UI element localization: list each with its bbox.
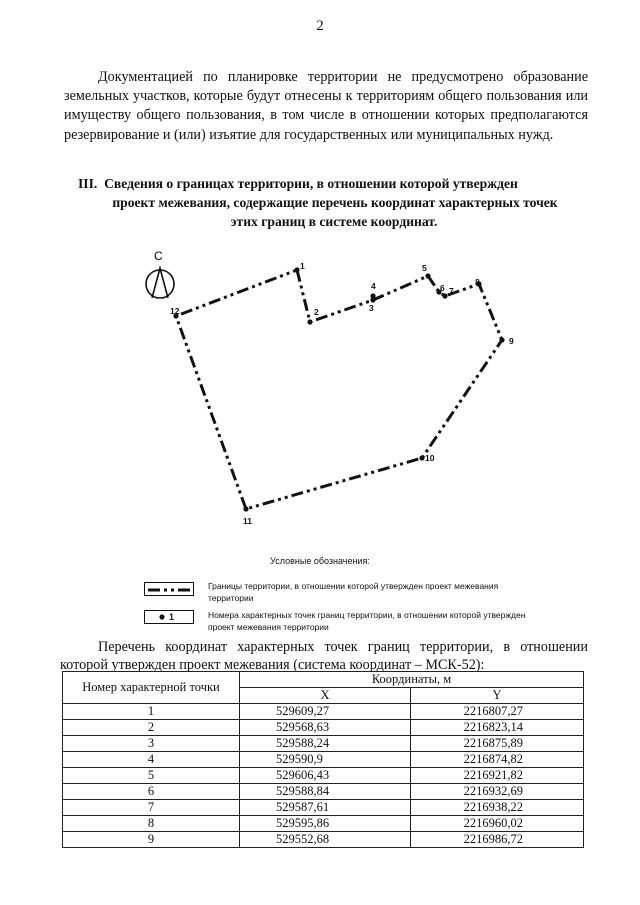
cell-y: 2216938,22 — [411, 800, 584, 816]
cell-y: 2216932,69 — [411, 784, 584, 800]
point-label-12: 12 — [170, 306, 180, 316]
cell-y: 2216874,82 — [411, 752, 584, 768]
vertex-10 — [419, 455, 424, 460]
cell-y: 2216960,02 — [411, 816, 584, 832]
section-title-line-1: Сведения о границах территории, в отношении которой утвержден — [104, 176, 518, 191]
header-point-number: Номер характерной точки — [63, 672, 240, 704]
section-title-line-3: этих границ в системе координат. — [230, 214, 438, 229]
point-label-7: 7 — [449, 286, 454, 296]
territory-boundary — [176, 270, 502, 509]
north-arrow-icon — [146, 268, 174, 298]
cell-x: 529568,63 — [240, 720, 411, 736]
cell-x: 529588,24 — [240, 736, 411, 752]
table-row — [63, 704, 584, 720]
point-label-9: 9 — [509, 336, 514, 346]
legend-title: Условные обозначения: — [270, 556, 370, 566]
header-x: X — [240, 688, 411, 704]
vertex-4 — [370, 293, 375, 298]
header-y: Y — [411, 688, 584, 704]
point-label-4: 4 — [371, 281, 376, 291]
point-label-3: 3 — [369, 303, 374, 313]
boundary-scheme — [0, 240, 640, 540]
boundary-vertices — [173, 267, 504, 511]
cell-x: 529609,27 — [240, 704, 411, 720]
cell-y: 2216986,72 — [411, 832, 584, 848]
vertex-2 — [307, 319, 312, 324]
coordinates-table — [62, 671, 584, 848]
cell-y: 2216875,89 — [411, 736, 584, 752]
vertex-1 — [294, 267, 299, 272]
cell-x: 529552,68 — [240, 832, 411, 848]
cell-point-number: 6 — [63, 784, 240, 800]
section-title-line-2: проект межевания, содержащие перечень координат характерных точек — [112, 195, 558, 210]
cell-y: 2216921,82 — [411, 768, 584, 784]
boundary-line-icon — [145, 584, 193, 596]
cell-point-number: 2 — [63, 720, 240, 736]
vertex-9 — [499, 337, 504, 342]
coordinates-caption-text: Перечень координат характерных точек границ территории, в отношении которой утвержден проект межевания (система координат – МСК-52): — [60, 639, 588, 673]
cell-x: 529587,61 — [240, 800, 411, 816]
cell-point-number: 8 — [63, 816, 240, 832]
legend-point-sample — [144, 610, 194, 624]
table-row — [63, 800, 584, 816]
north-label: С — [154, 249, 163, 263]
coordinates-caption — [60, 638, 588, 674]
legend-point-text: Номера характерных точек границ территории, в отношении которой утвержден проект межевания территории — [208, 610, 526, 632]
cell-point-number: 3 — [63, 736, 240, 752]
point-label-2: 2 — [314, 307, 319, 317]
point-label-8: 8 — [475, 277, 480, 287]
cell-x: 529606,43 — [240, 768, 411, 784]
cell-point-number: 1 — [63, 704, 240, 720]
vertex-5 — [425, 273, 430, 278]
table-row — [63, 768, 584, 784]
vertex-7 — [442, 293, 447, 298]
point-label-1: 1 — [300, 261, 305, 271]
legend-boundary-text: Границы территории, в отношении которой утвержден проект межевания территории — [208, 581, 499, 603]
table-row — [63, 832, 584, 848]
header-coordinates: Координаты, м — [240, 672, 584, 688]
point-label-10: 10 — [425, 453, 435, 463]
point-label-5: 5 — [422, 263, 427, 273]
table-row — [63, 736, 584, 752]
cell-point-number: 9 — [63, 832, 240, 848]
legend-point-number: 1 — [169, 612, 175, 622]
vertex-11 — [243, 506, 248, 511]
point-label-11: 11 — [243, 516, 252, 526]
cell-x: 529588,84 — [240, 784, 411, 800]
intro-text: Документацией по планировке территории не предусмотрено образование земельных участков, которые будут отнесены к территориям общего пользования или имуществу общего пользования, в том числе в отношении которых предполагаются резервирование и (или) изъятие для государственных или муниципальных нужд. — [64, 69, 588, 143]
cell-point-number: 7 — [63, 800, 240, 816]
table-row — [63, 752, 584, 768]
table-row — [63, 816, 584, 832]
point-label-6: 6 — [440, 283, 445, 293]
cell-y: 2216807,27 — [411, 704, 584, 720]
cell-point-number: 4 — [63, 752, 240, 768]
cell-y: 2216823,14 — [411, 720, 584, 736]
section-numeral: III. — [78, 176, 98, 191]
legend-boundary-sample — [144, 582, 194, 596]
cell-x: 529595,86 — [240, 816, 411, 832]
table-row — [63, 720, 584, 736]
intro-paragraph — [64, 68, 588, 145]
page-number: 2 — [316, 18, 324, 34]
table-row — [63, 784, 584, 800]
cell-x: 529590,9 — [240, 752, 411, 768]
section-heading — [64, 174, 588, 231]
cell-point-number: 5 — [63, 768, 240, 784]
